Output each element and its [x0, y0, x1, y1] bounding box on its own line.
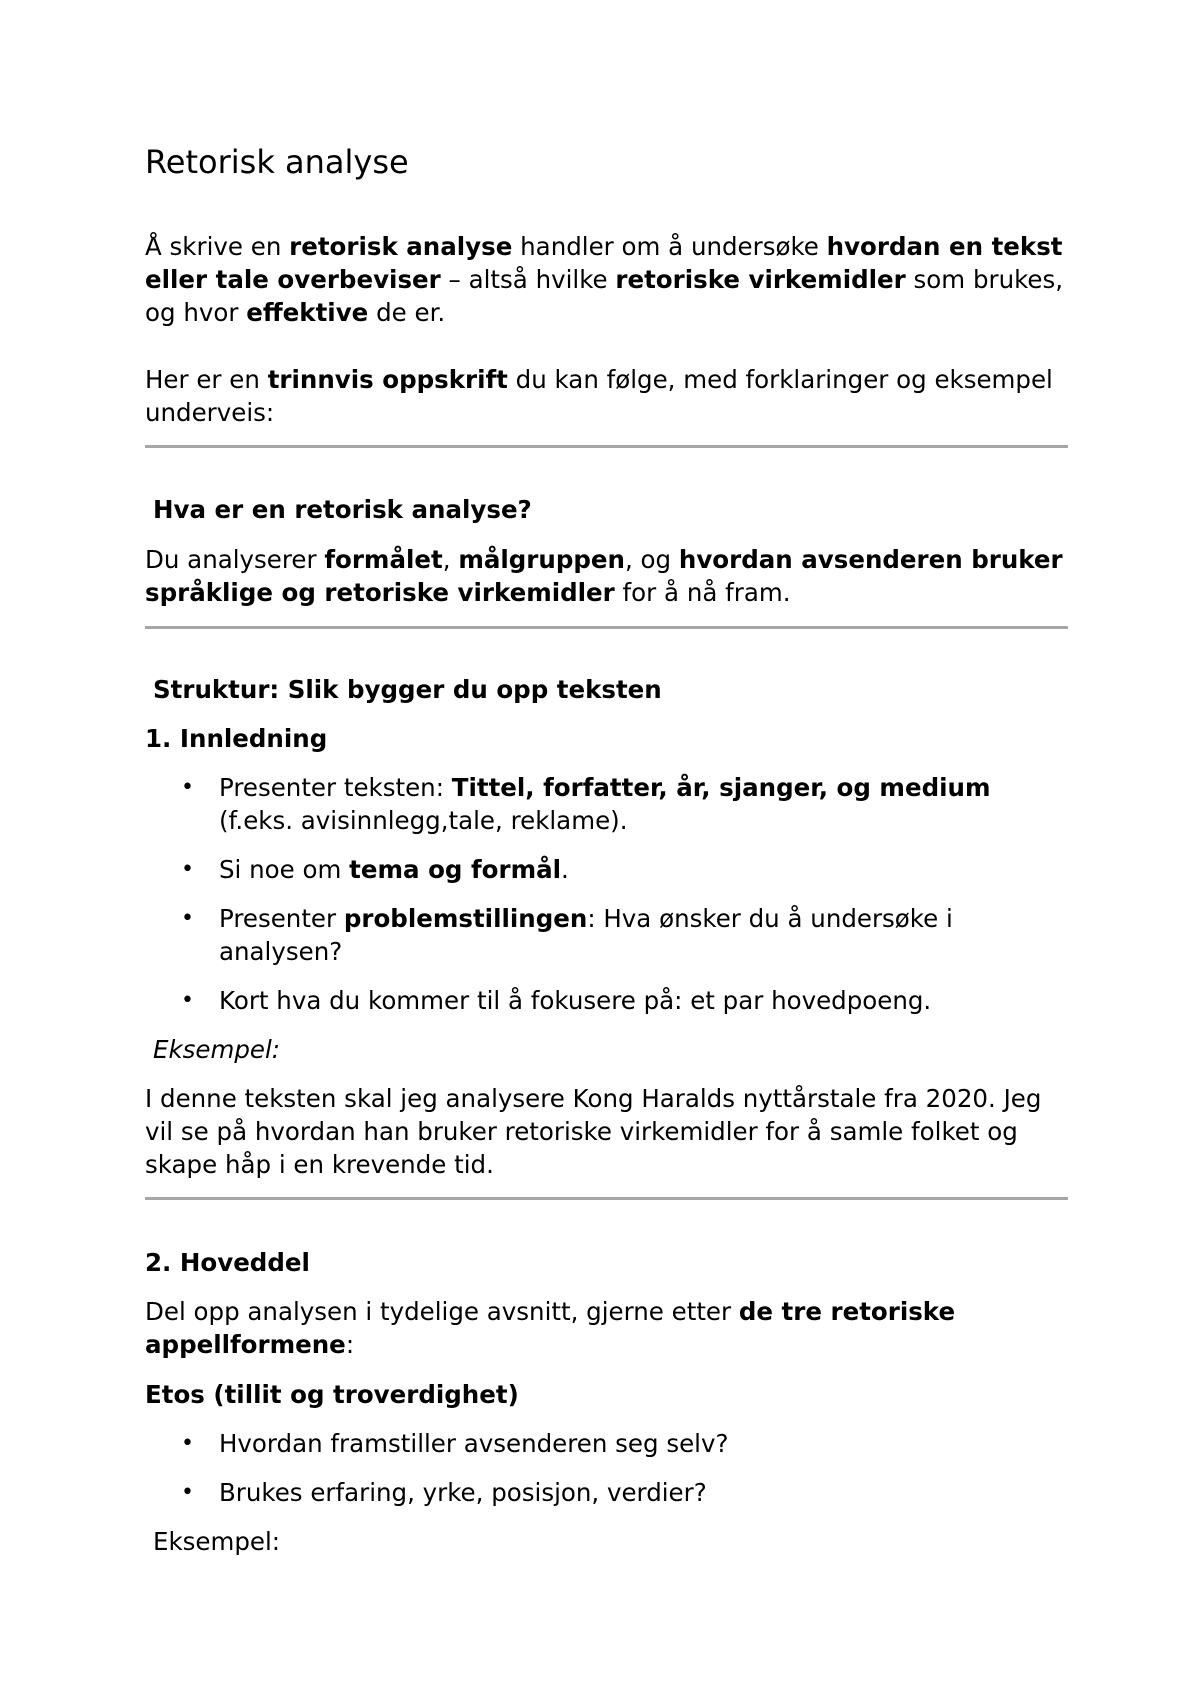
- section-what-body: [145, 543, 1065, 609]
- bullet-icon: •: [181, 1431, 194, 1456]
- bold-run: de tre retoriske appellformene: [145, 1297, 956, 1359]
- list-item-text: [219, 771, 1059, 837]
- section-main-body: [145, 1295, 1065, 1361]
- intro-paragraph-1: [145, 230, 1065, 329]
- heading-text: 1. Innledning: [145, 724, 328, 753]
- section-heading-hoveddel: [145, 1246, 1065, 1279]
- text-run: , og: [624, 545, 679, 574]
- bold-run: trinnvis oppskrift: [267, 365, 508, 394]
- text-run: – altså hvilke: [440, 265, 616, 294]
- section-heading-what: [145, 493, 1073, 526]
- subheading-innledning: [145, 722, 1065, 755]
- list-item-text: [219, 902, 1059, 968]
- bullet-icon: •: [181, 988, 194, 1013]
- text-run: ,: [442, 545, 459, 574]
- text-run: Kort hva du kommer til å fokusere på: et par hovedpoeng.: [219, 986, 932, 1015]
- bold-run: Tittel, forfatter, år, sjanger, og medium: [451, 773, 991, 802]
- text-run: Si noe om: [219, 855, 350, 884]
- text-run: Del opp analysen i tydelige avsnitt, gjerne etter: [145, 1297, 739, 1326]
- text-run: Her er en: [145, 365, 268, 394]
- bold-run: hvordan avsenderen bruker språklige og retoriske virkemidler: [145, 545, 1063, 607]
- text-run: handler om å undersøke: [512, 232, 827, 261]
- horizontal-rule: [145, 1197, 1068, 1200]
- example-label: Eksempel:: [153, 1035, 281, 1064]
- text-run: (f.eks. avisinnlegg,tale, reklame).: [219, 806, 628, 835]
- bold-run: målgruppen: [458, 545, 625, 574]
- text-run: .: [561, 855, 569, 884]
- etos-heading: [145, 1378, 1065, 1411]
- list-item-text: Hvordan framstiller avsenderen seg selv?: [219, 1429, 729, 1458]
- heading-text: Hva er en retorisk analyse?: [153, 495, 532, 524]
- text-run: de er.: [368, 298, 446, 327]
- heading-text: 2. Hoveddel: [145, 1248, 310, 1277]
- text-run: du kan følge, med forklaringer og eksempel underveis:: [145, 365, 1053, 427]
- heading-text: Struktur: Slik bygger du opp teksten: [153, 675, 662, 704]
- list-item-text: Brukes erfaring, yrke, posisjon, verdier?: [219, 1478, 707, 1507]
- example-label-etos: Eksempel:: [153, 1527, 281, 1556]
- text-run: Presenter: [219, 904, 344, 933]
- bullet-icon: •: [181, 857, 194, 882]
- text-run: : Hva ønsker du å undersøke i analysen?: [219, 904, 953, 966]
- bullet-icon: •: [181, 906, 194, 931]
- example-text: I denne teksten skal jeg analysere Kong Haralds nyttårstale fra 2020. Jeg vil se på hvordan han bruker retoriske virkemidler for å samle folket og skape håp i en krevende tid.: [145, 1084, 1042, 1179]
- horizontal-rule: [145, 445, 1068, 448]
- intro-paragraph-2: [145, 363, 1065, 429]
- heading-text: Etos (tillit og troverdighet): [145, 1380, 519, 1409]
- bullet-icon: •: [181, 1480, 194, 1505]
- text-run: :: [345, 1330, 355, 1359]
- bold-run: problemstillingen: [343, 904, 588, 933]
- bold-run: hvordan en tekst eller tale overbeviser: [145, 232, 1063, 294]
- text-run: Du analyserer: [145, 545, 325, 574]
- horizontal-rule: [145, 626, 1068, 629]
- list-item-text: [219, 853, 1059, 886]
- text-run: som brukes, og hvor: [145, 265, 1064, 327]
- document-title: Retorisk analyse: [145, 143, 409, 181]
- bold-run: tema og formål: [349, 855, 562, 884]
- text-run: for å nå fram.: [614, 578, 791, 607]
- text-run: Å skrive en: [145, 232, 290, 261]
- bold-run: retorisk analyse: [289, 232, 513, 261]
- bullet-icon: •: [181, 775, 194, 800]
- section-heading-structure: [145, 673, 1073, 706]
- bold-run: formålet: [324, 545, 443, 574]
- list-item-text: [219, 984, 1059, 1017]
- bold-run: effektive: [246, 298, 369, 327]
- bold-run: retoriske virkemidler: [615, 265, 906, 294]
- text-run: Presenter teksten:: [219, 773, 452, 802]
